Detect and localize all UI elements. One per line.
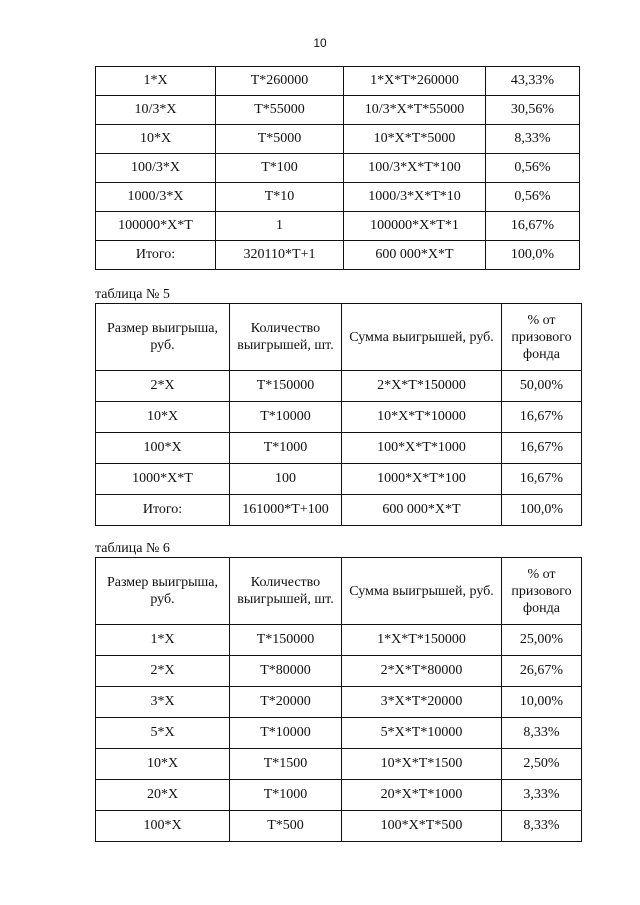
table-5-header-cell: Размер выигрыша, руб. xyxy=(96,304,230,371)
table-row xyxy=(96,183,580,212)
table-row-cell: 8,33% xyxy=(486,125,580,154)
table-5-caption: таблица № 5 xyxy=(95,287,170,302)
table-6-header-cell: Количество выигрышей, шт. xyxy=(230,558,342,625)
table-6-row-cell: 100*X*T*500 xyxy=(342,811,502,842)
prize-table-continued xyxy=(95,66,580,270)
table-6-row xyxy=(96,687,582,718)
table-5-row-cell: 100*X xyxy=(96,433,230,464)
table-row-cell: Итого: xyxy=(96,241,216,270)
table-row xyxy=(96,125,580,154)
table-5-row-cell: 16,67% xyxy=(502,464,582,495)
table-row xyxy=(96,241,580,270)
table-5-header-row xyxy=(96,304,582,371)
table-6-row xyxy=(96,811,582,842)
table-6-row-cell: 8,33% xyxy=(502,718,582,749)
table-6-row-cell: 8,33% xyxy=(502,811,582,842)
table-5-row-cell: 1000*X*T xyxy=(96,464,230,495)
table-6-row-cell: T*1500 xyxy=(230,749,342,780)
table-row-cell: 100/3*X xyxy=(96,154,216,183)
page-number: 10 xyxy=(313,36,327,50)
table-6-body xyxy=(96,625,582,842)
table-row-cell: 30,56% xyxy=(486,96,580,125)
table-6-row-cell: 2*X*T*80000 xyxy=(342,656,502,687)
table-5-row-cell: 100 xyxy=(230,464,342,495)
table-6-row-cell: 10*X*T*1500 xyxy=(342,749,502,780)
table-5-row xyxy=(96,402,582,433)
table-row-cell: T*100 xyxy=(216,154,344,183)
table-row-cell: 1*X*T*260000 xyxy=(344,67,486,96)
table-row-cell: 1000/3*X xyxy=(96,183,216,212)
table-5-header-cell: % от призового фонда xyxy=(502,304,582,371)
table-row-cell: 0,56% xyxy=(486,154,580,183)
table-row xyxy=(96,96,580,125)
table-row-cell: 100/3*X*T*100 xyxy=(344,154,486,183)
table-6-row-cell: 5*X*T*10000 xyxy=(342,718,502,749)
table-5-row-cell: 100*X*T*1000 xyxy=(342,433,502,464)
table-6-row-cell: T*500 xyxy=(230,811,342,842)
table-row-cell: 10*X*T*5000 xyxy=(344,125,486,154)
table-6-row-cell: T*1000 xyxy=(230,780,342,811)
table-6-row xyxy=(96,749,582,780)
table-row-cell: 43,33% xyxy=(486,67,580,96)
table-6-row-cell: 100*X xyxy=(96,811,230,842)
table-6-caption: таблица № 6 xyxy=(95,541,170,556)
table-row-cell: 1000/3*X*T*10 xyxy=(344,183,486,212)
table-6-row-cell: T*150000 xyxy=(230,625,342,656)
table-row-cell: 10/3*X xyxy=(96,96,216,125)
table-6-row-cell: 3*X*T*20000 xyxy=(342,687,502,718)
table-5-row-cell: T*150000 xyxy=(230,371,342,402)
table-5-row-cell: 50,00% xyxy=(502,371,582,402)
table-6-row-cell: T*10000 xyxy=(230,718,342,749)
table-row-cell: 10/3*X*T*55000 xyxy=(344,96,486,125)
table-5-row-cell: Итого: xyxy=(96,495,230,526)
table-5-header-cell: Количество выигрышей, шт. xyxy=(230,304,342,371)
table-row-cell: 10*X xyxy=(96,125,216,154)
table-row-cell: T*260000 xyxy=(216,67,344,96)
table-5-row-cell: 100,0% xyxy=(502,495,582,526)
table-5-row xyxy=(96,371,582,402)
table-row-cell: 600 000*X*T xyxy=(344,241,486,270)
table-row-cell: 100000*X*T xyxy=(96,212,216,241)
table-6-row xyxy=(96,625,582,656)
table-5-row-cell: 2*X xyxy=(96,371,230,402)
table-6-row-cell: 1*X*T*150000 xyxy=(342,625,502,656)
table-6-row-cell: 1*X xyxy=(96,625,230,656)
table-row-cell: T*5000 xyxy=(216,125,344,154)
table-row-cell: 100000*X*T*1 xyxy=(344,212,486,241)
table-row-cell: 100,0% xyxy=(486,241,580,270)
table-5-row-cell: T*1000 xyxy=(230,433,342,464)
table-6-row-cell: 20*X xyxy=(96,780,230,811)
table-5-row-cell: 161000*T+100 xyxy=(230,495,342,526)
table-6-header-row xyxy=(96,558,582,625)
table-6-row-cell: 25,00% xyxy=(502,625,582,656)
table-5-row-cell: T*10000 xyxy=(230,402,342,433)
table-row xyxy=(96,154,580,183)
table-5-row-cell: 1000*X*T*100 xyxy=(342,464,502,495)
table-row-cell: 1*X xyxy=(96,67,216,96)
table-6-row xyxy=(96,656,582,687)
table-row-cell: 320110*T+1 xyxy=(216,241,344,270)
table-6-header-cell: Сумма выигрышей, руб. xyxy=(342,558,502,625)
table-5-body xyxy=(96,371,582,526)
table-5-row-cell: 2*X*T*150000 xyxy=(342,371,502,402)
table-6-row-cell: T*20000 xyxy=(230,687,342,718)
table-row-cell: 0,56% xyxy=(486,183,580,212)
table-6-row xyxy=(96,780,582,811)
table-5-row-cell: 16,67% xyxy=(502,402,582,433)
table-row-cell: T*55000 xyxy=(216,96,344,125)
table-row-cell: 1 xyxy=(216,212,344,241)
table-5-row-cell: 600 000*X*T xyxy=(342,495,502,526)
table-6-row-cell: 26,67% xyxy=(502,656,582,687)
table-6-row-cell: 2,50% xyxy=(502,749,582,780)
table-6-row-cell: 5*X xyxy=(96,718,230,749)
table-5-row-cell: 16,67% xyxy=(502,433,582,464)
table-6-row-cell: 3,33% xyxy=(502,780,582,811)
table-5-row xyxy=(96,464,582,495)
table-6-row-cell: 20*X*T*1000 xyxy=(342,780,502,811)
table-row-cell: 16,67% xyxy=(486,212,580,241)
prize-table-6 xyxy=(95,557,582,842)
table-6-row-cell: 10*X xyxy=(96,749,230,780)
table-6-row-cell: 10,00% xyxy=(502,687,582,718)
table-5-row xyxy=(96,433,582,464)
table-row xyxy=(96,67,580,96)
table-row xyxy=(96,212,580,241)
table-6-header-cell: % от призового фонда xyxy=(502,558,582,625)
table-6-row-cell: T*80000 xyxy=(230,656,342,687)
prize-table-5 xyxy=(95,303,582,526)
table-6-header-cell: Размер выигрыша, руб. xyxy=(96,558,230,625)
table-5-header-cell: Сумма выигрышей, руб. xyxy=(342,304,502,371)
table-row-cell: T*10 xyxy=(216,183,344,212)
table-6-row-cell: 2*X xyxy=(96,656,230,687)
table-6-row-cell: 3*X xyxy=(96,687,230,718)
table-5-row-cell: 10*X*T*10000 xyxy=(342,402,502,433)
table-6-row xyxy=(96,718,582,749)
table-5-row xyxy=(96,495,582,526)
table-5-row-cell: 10*X xyxy=(96,402,230,433)
prize-table-continued-body xyxy=(96,67,580,270)
